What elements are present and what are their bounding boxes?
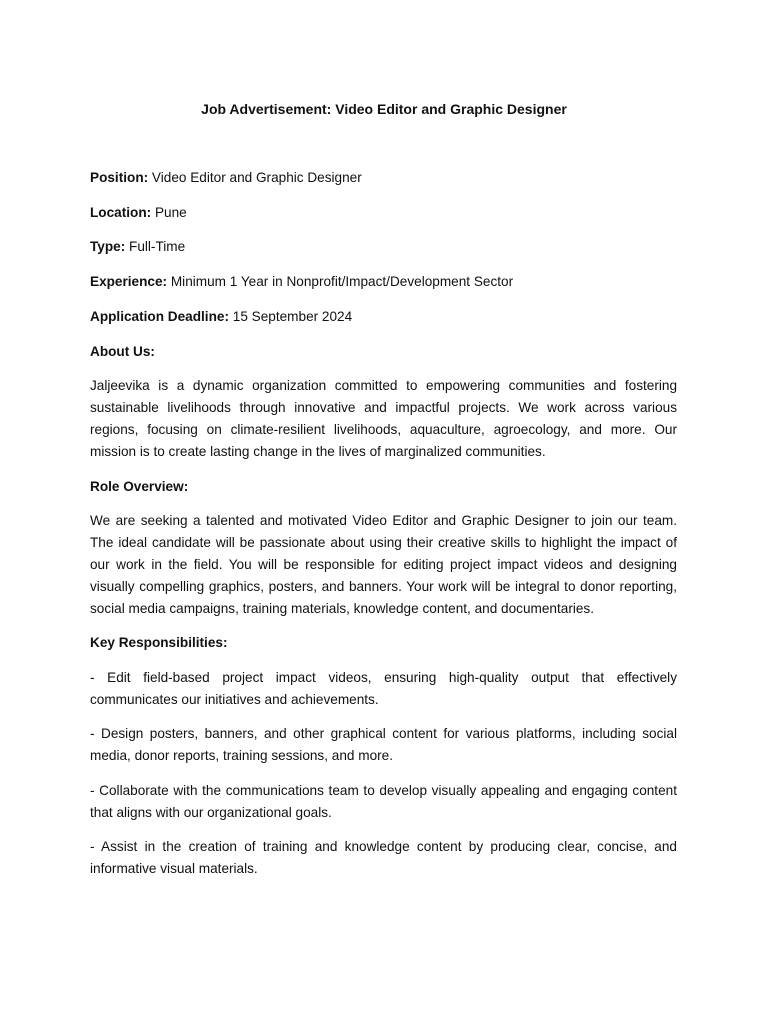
field-label: Application Deadline: <box>90 309 229 324</box>
field-experience <box>90 271 677 293</box>
field-value: Minimum 1 Year in Nonprofit/Impact/Development Sector <box>167 274 514 289</box>
field-label: Experience: <box>90 274 168 289</box>
about-paragraph: Jaljeevika is a dynamic organization committed to empowering communities and fostering sustainable livelihoods through innovative and impactful projects. We work across various regions, focusing on climate-resilient livelihoods, aquaculture, agroecology, and more. Our mission is to create lasting change in the lives of marginalized communities. <box>90 378 677 459</box>
field-value: Video Editor and Graphic Designer <box>148 170 362 185</box>
field-type <box>90 236 677 258</box>
responsibility-item: - Assist in the creation of training and knowledge content by producing clear, concise, and informative visual materials. <box>90 839 677 876</box>
field-value: 15 September 2024 <box>228 309 353 324</box>
responsibility-item: - Design posters, banners, and other graphical content for various platforms, including social media, donor reports, training sessions, and more. <box>90 726 677 763</box>
field-position <box>90 167 677 189</box>
field-value: Pune <box>151 205 187 220</box>
role-paragraph: We are seeking a talented and motivated Video Editor and Graphic Designer to join our team. The ideal candidate will be passionate about using their creative skills to highlight the impact of our work in the field. You will be responsible for editing project impact videos and designing visually compelling graphics, posters, and banners. Your work will be integral to donor reporting, social media campaigns, training materials, knowledge content, and documentaries. <box>90 513 677 616</box>
field-location <box>90 202 677 224</box>
responsibility-item: - Collaborate with the communications team to develop visually appealing and engaging content that aligns with our organizational goals. <box>90 783 677 820</box>
field-label: Type: <box>90 239 126 254</box>
role-heading: Role Overview: <box>90 479 189 494</box>
field-label: Position: <box>90 170 149 185</box>
responsibilities-heading: Key Responsibilities: <box>90 635 228 650</box>
responsibility-item: - Edit field-based project impact videos, ensuring high-quality output that effectively communicates our initiatives and achievements. <box>90 670 677 707</box>
document-title: Job Advertisement: Video Editor and Graphic Designer <box>201 101 567 117</box>
about-heading: About Us: <box>90 344 155 359</box>
field-label: Location: <box>90 205 152 220</box>
field-application-deadline <box>90 306 677 328</box>
field-value: Full-Time <box>125 239 186 254</box>
